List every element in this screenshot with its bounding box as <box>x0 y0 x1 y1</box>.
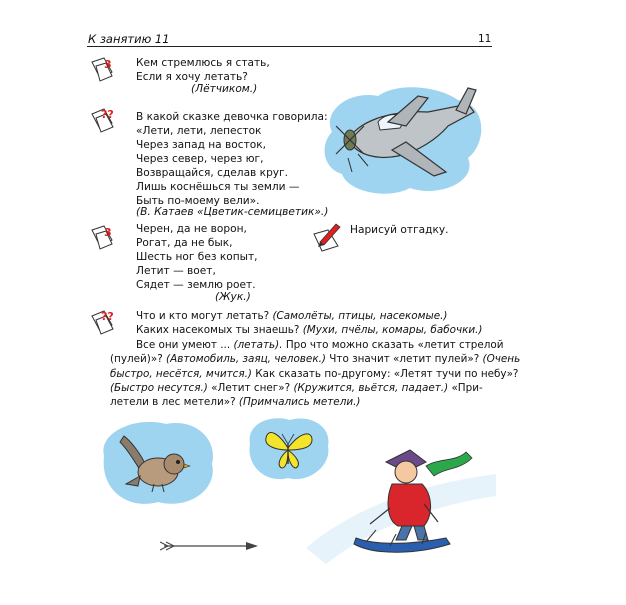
airplane-illustration <box>318 82 490 200</box>
draw-task-text: Нарисуй отгадку. <box>350 224 449 236</box>
riddle3-line-2: Рогат, да не бык, <box>136 237 233 249</box>
riddle1-answer: (Лётчиком.) <box>191 83 258 95</box>
riddle-marker: 3 <box>104 58 112 71</box>
discussion-line-7: летели в лес метели»? (Примчались метели.) <box>110 396 361 409</box>
riddle3-line-5: Сядет — землю роет. <box>136 279 256 291</box>
riddle2-line-1: В какой сказке девочка говорила: <box>136 111 328 123</box>
riddle1-line-2: Если я хочу летать? <box>136 71 248 83</box>
running-header: К занятию 11 <box>88 32 170 46</box>
riddle2-answer: (В. Катаев «Цветик-семицветик».) <box>136 206 329 218</box>
discussion-line-4: (пулей)»? (Автомобиль, заяц, человек.) Что значит «летит пулей»? (Очень <box>110 353 521 366</box>
riddle-card-icon <box>88 54 118 84</box>
riddle2-line-4: Через север, через юг, <box>136 153 264 165</box>
discussion-marker: ?? <box>101 310 114 323</box>
riddle2-line-2: «Лети, лети, лепесток <box>136 125 262 137</box>
header-rule <box>87 46 492 47</box>
riddle3-line-4: Летит — воет, <box>136 265 216 277</box>
arrow-illustration <box>158 540 262 552</box>
riddle3-line-1: Черен, да не ворон, <box>136 223 247 235</box>
riddle1-line-1: Кем стремлюсь я стать, <box>136 57 270 69</box>
pencil-icon <box>310 220 346 254</box>
riddle2-line-6: Лишь коснёшься ты земли — <box>136 181 300 193</box>
sledding-child-illustration <box>306 428 502 568</box>
discussion-line-1: Что и кто могут летать? (Самолёты, птицы, насекомые.) <box>136 310 448 322</box>
discussion-line-3: Все они умеют ... (летать). Про что можно сказать «летит стрелой <box>136 338 504 351</box>
riddle-marker: ?? <box>101 108 114 121</box>
discussion-line-2: Каких насекомых ты знаешь? (Мухи, пчёлы, комары, бабочки.) <box>136 324 483 337</box>
riddle2-line-7: Быть по-моему вели». <box>136 195 260 207</box>
riddle3-line-3: Шесть ног без копыт, <box>136 251 258 263</box>
riddle-card-icon <box>88 104 120 134</box>
discussion-line-6: (Быстро несутся.) «Летит снег»? (Кружится, вьётся, падает.) «При- <box>110 382 483 395</box>
riddle3-answer: (Жук.) <box>215 291 251 303</box>
riddle2-line-5: Возвращайся, сделав круг. <box>136 167 288 179</box>
discussion-text <box>110 309 521 410</box>
bird-illustration <box>96 416 220 510</box>
page-number: 11 <box>478 33 492 45</box>
discussion-line-5: быстро, несётся, мчится.) Как сказать по-другому: «Летят тучи по небу»? <box>110 367 519 380</box>
riddle2-line-3: Через запад на восток, <box>136 139 267 151</box>
riddle-marker: 3 <box>104 226 112 239</box>
riddle-card-icon <box>88 222 118 252</box>
